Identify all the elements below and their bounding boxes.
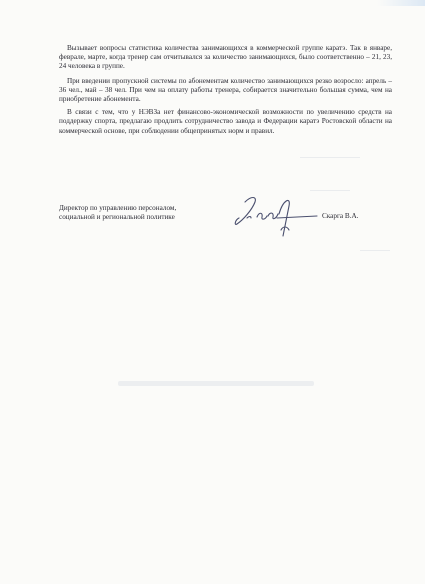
signatory-name: Скарга В.А. — [322, 212, 359, 220]
scan-bleed-through — [118, 381, 314, 386]
signature-block — [59, 204, 399, 244]
letter-body — [59, 44, 392, 140]
signatory-title-line1: Директор по управлению персоналом, — [59, 204, 177, 212]
paragraph-proposal: В связи с тем, что у НЭВЗа нет финансово-экономической возможности по увеличению средств на поддержку спорта, предлагаю продлить сотрудничество завода и Федерации каратэ Ростовской области на коммерческой основе, при соблюдении общепринятых норм и правил. — [59, 108, 392, 135]
scan-edge-mark — [377, 0, 425, 6]
scan-artifact — [300, 157, 360, 158]
paragraph-statistics: Вызывает вопросы статистика количества занимающихся в коммерческой группе каратэ. Так в январе, феврале, марте, когда тренер сам отчитывался за количество занимающихся, было соответственно – 21, 23, 24 человека в группе. — [59, 44, 392, 71]
paragraph-pass-system: При введении пропускной системы по абонементам количество занимающихся резко возросло: апрель – 36 чел., май – 38 чел. При чем на оплату работы тренера, собирается значительно большая сумма, чем на приобретение абонемента. — [59, 76, 392, 104]
scan-artifact — [360, 250, 390, 251]
signatory-title-line2: социальной и региональной политике — [59, 213, 175, 222]
signatory-title — [59, 204, 176, 222]
handwritten-signature — [225, 190, 321, 242]
